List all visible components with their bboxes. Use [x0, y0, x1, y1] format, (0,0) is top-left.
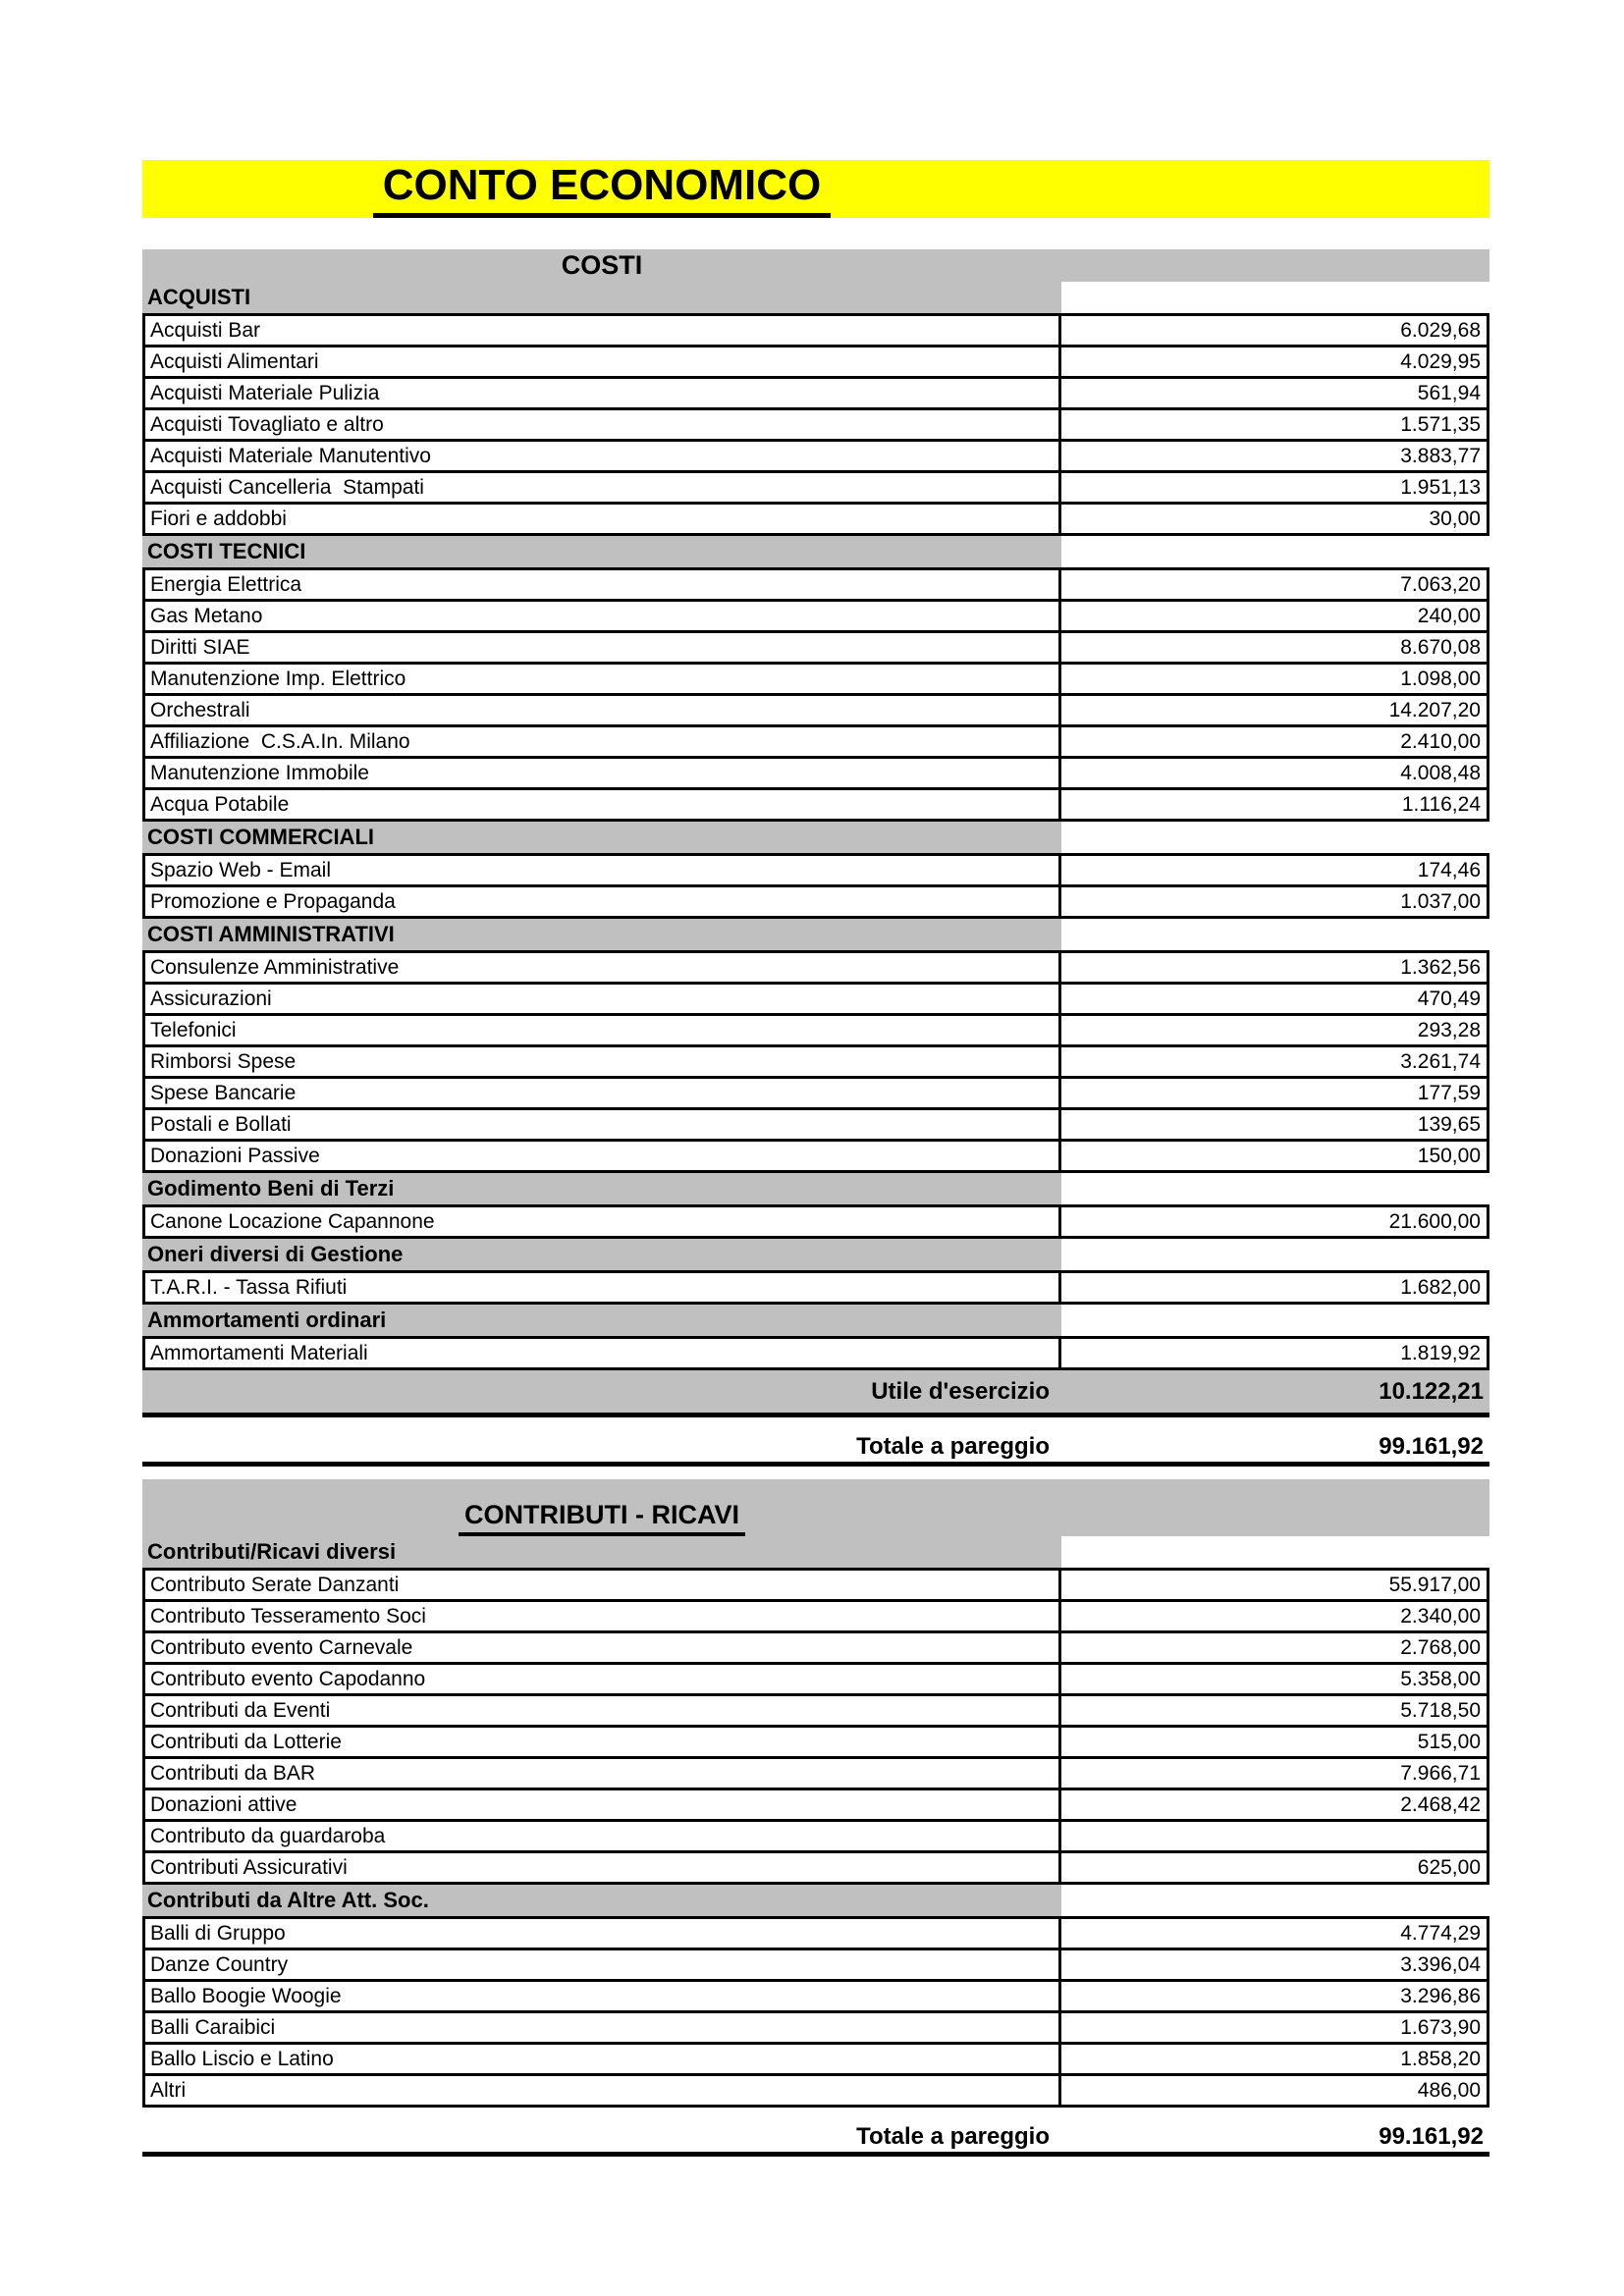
row-value: 1.858,20	[1400, 2047, 1481, 2070]
row-value: 293,28	[1417, 1018, 1481, 1041]
title-banner	[142, 160, 1489, 218]
row-value: 1.571,35	[1400, 412, 1481, 436]
row-value: 7.063,20	[1400, 572, 1481, 596]
row-label: Ballo Boogie Woogie	[145, 1982, 1061, 2010]
section-header-filler	[1061, 919, 1489, 950]
row-value	[1061, 1822, 1487, 1850]
row-value: 625,00	[1417, 1855, 1481, 1879]
row-value: 1.819,92	[1400, 1341, 1481, 1364]
row-label: Balli Caraibici	[145, 2013, 1061, 2042]
row-label: Acquisti Materiale Manutentivo	[145, 442, 1061, 470]
table-row	[142, 599, 1489, 633]
costs-table-header	[142, 249, 1489, 282]
row-label: Donazioni attive	[145, 1790, 1061, 1819]
row-value: 3.261,74	[1400, 1049, 1481, 1073]
row-value: 1.037,00	[1400, 889, 1481, 913]
row-value: 4.029,95	[1400, 349, 1481, 373]
row-label: Gas Metano	[145, 602, 1061, 630]
table-row	[142, 1630, 1489, 1665]
table-row	[142, 2073, 1489, 2108]
costs-balance-total-label: Totale a pareggio	[856, 1432, 1050, 1460]
section-header-label: Godimento Beni di Terzi	[142, 1173, 1061, 1204]
row-value: 486,00	[1417, 2078, 1481, 2102]
table-row	[142, 756, 1489, 790]
row-value: 174,46	[1417, 858, 1481, 881]
row-label: Telefonici	[145, 1016, 1061, 1044]
row-label: Contributo Serate Danzanti	[145, 1571, 1061, 1599]
section-header-label: Ammortamenti ordinari	[142, 1305, 1061, 1336]
table-row	[142, 470, 1489, 505]
section-header-label: ACQUISTI	[142, 282, 1061, 313]
row-label: Acquisti Bar	[145, 316, 1061, 345]
row-value: 3.296,86	[1400, 1984, 1481, 2007]
row-value: 14.207,20	[1388, 698, 1481, 721]
section-header-row	[142, 1173, 1489, 1204]
costs-balance-total-row	[142, 1431, 1489, 1467]
table-row	[142, 724, 1489, 759]
row-value: 2.768,00	[1400, 1635, 1481, 1659]
row-label: Contributo evento Carnevale	[145, 1633, 1061, 1662]
section-header-label: Contributi/Ricavi diversi	[142, 1536, 1061, 1568]
table-row	[142, 1788, 1489, 1822]
row-label: Postali e Bollati	[145, 1110, 1061, 1139]
row-value: 139,65	[1417, 1112, 1481, 1136]
table-row	[142, 2042, 1489, 2076]
row-label: Manutenzione Immobile	[145, 759, 1061, 787]
costs-balance-total-value: 99.161,92	[1379, 1432, 1484, 1460]
revenue-balance-total-label: Totale a pareggio	[856, 2122, 1050, 2150]
row-value: 150,00	[1417, 1144, 1481, 1167]
row-value: 6.029,68	[1400, 318, 1481, 342]
section-header-label: COSTI COMMERCIALI	[142, 822, 1061, 853]
row-value: 1.116,24	[1401, 792, 1481, 816]
revenue-table-header	[142, 1479, 1489, 1536]
table-row	[142, 950, 1489, 985]
section-header-label: COSTI TECNICI	[142, 536, 1061, 567]
net-income-label: Utile d'esercizio	[871, 1377, 1050, 1405]
row-label: Acquisti Materiale Pulizia	[145, 379, 1061, 407]
table-row	[142, 630, 1489, 665]
table-row	[142, 884, 1489, 919]
row-value: 5.718,50	[1400, 1698, 1481, 1722]
section-header-filler	[1061, 1536, 1489, 1568]
section-header-row	[142, 282, 1489, 313]
row-value: 21.600,00	[1388, 1209, 1481, 1233]
row-label: Orchestrali	[145, 696, 1061, 724]
table-row	[142, 502, 1489, 536]
table-row	[142, 439, 1489, 473]
row-value: 4.774,29	[1400, 1921, 1481, 1945]
revenue-balance-total-value: 99.161,92	[1379, 2122, 1484, 2150]
table-row	[142, 313, 1489, 347]
row-value: 2.340,00	[1400, 1604, 1481, 1628]
net-income-value: 10.122,21	[1379, 1377, 1484, 1405]
table-row	[142, 376, 1489, 410]
section-header-label: Oneri diversi di Gestione	[142, 1239, 1061, 1270]
section-header-filler	[1061, 282, 1489, 313]
row-label: Rimborsi Spese	[145, 1047, 1061, 1076]
table-row	[142, 1756, 1489, 1790]
row-label: Contributi Assicurativi	[145, 1853, 1061, 1882]
row-label: Contributi da Lotterie	[145, 1728, 1061, 1756]
row-label: T.A.R.I. - Tassa Rifiuti	[145, 1273, 1061, 1302]
table-row	[142, 853, 1489, 887]
table-row	[142, 787, 1489, 822]
row-label: Contributo da guardaroba	[145, 1822, 1061, 1850]
row-value: 177,59	[1417, 1081, 1481, 1104]
table-row	[142, 1819, 1489, 1853]
revenue-table	[142, 1479, 1489, 2157]
table-row	[142, 1107, 1489, 1142]
row-label: Manutenzione Imp. Elettrico	[145, 665, 1061, 693]
section-header-row	[142, 822, 1489, 853]
section-header-filler	[1061, 822, 1489, 853]
row-label: Ballo Liscio e Latino	[145, 2045, 1061, 2073]
section-header-row	[142, 1885, 1489, 1916]
section-header-filler	[1061, 1885, 1489, 1916]
row-label: Balli di Gruppo	[145, 1919, 1061, 1948]
table-row	[142, 1270, 1489, 1305]
table-row	[142, 2010, 1489, 2045]
section-header-row	[142, 536, 1489, 567]
row-label: Assicurazioni	[145, 985, 1061, 1013]
row-label: Contributi da Eventi	[145, 1696, 1061, 1725]
table-row	[142, 1044, 1489, 1079]
row-label: Acqua Potabile	[145, 790, 1061, 819]
row-value: 4.008,48	[1400, 761, 1481, 784]
table-row	[142, 567, 1489, 602]
row-label: Contributi da BAR	[145, 1759, 1061, 1788]
table-row	[142, 1599, 1489, 1633]
revenue-header-container	[142, 1500, 1061, 1536]
row-label: Energia Elettrica	[145, 570, 1061, 599]
row-label: Acquisti Tovagliato e altro	[145, 410, 1061, 439]
table-row	[142, 1916, 1489, 1950]
section-header-filler	[1061, 1305, 1489, 1336]
table-row	[142, 662, 1489, 696]
row-label: Altri	[145, 2076, 1061, 2105]
row-label: Contributo evento Capodanno	[145, 1665, 1061, 1693]
table-row	[142, 1850, 1489, 1885]
row-value: 8.670,08	[1400, 635, 1481, 659]
section-header-filler	[1061, 536, 1489, 567]
row-label: Donazioni Passive	[145, 1142, 1061, 1170]
row-value: 7.966,71	[1400, 1761, 1481, 1785]
table-row	[142, 1076, 1489, 1110]
row-label: Diritti SIAE	[145, 633, 1061, 662]
row-label: Promozione e Propaganda	[145, 887, 1061, 916]
row-value: 1.673,90	[1400, 2015, 1481, 2039]
section-header-filler	[1061, 1239, 1489, 1270]
table-row	[142, 1725, 1489, 1759]
page-title: CONTO ECONOMICO	[373, 161, 832, 218]
table-row	[142, 1979, 1489, 2013]
table-row	[142, 1693, 1489, 1728]
row-label: Canone Locazione Capannone	[145, 1207, 1061, 1236]
row-value: 3.396,04	[1400, 1952, 1481, 1976]
row-value: 1.682,00	[1400, 1275, 1481, 1299]
table-row	[142, 1662, 1489, 1696]
section-header-row	[142, 1305, 1489, 1336]
table-row	[142, 1568, 1489, 1602]
costs-table	[142, 249, 1489, 1467]
row-value: 2.410,00	[1400, 729, 1481, 753]
row-value: 561,94	[1417, 381, 1481, 404]
row-value: 470,49	[1417, 987, 1481, 1010]
revenue-header-label: CONTRIBUTI - RICAVI	[459, 1500, 745, 1536]
table-row	[142, 982, 1489, 1016]
section-header-filler	[1061, 1173, 1489, 1204]
row-label: Acquisti Alimentari	[145, 347, 1061, 376]
revenue-rows	[142, 1536, 1489, 2108]
row-label: Danze Country	[145, 1950, 1061, 1979]
row-value: 515,00	[1417, 1730, 1481, 1753]
table-row	[142, 1948, 1489, 1982]
revenue-balance-total-row	[142, 2121, 1489, 2157]
row-value: 1.098,00	[1400, 667, 1481, 690]
row-label: Fiori e addobbi	[145, 505, 1061, 533]
row-label: Spazio Web - Email	[145, 856, 1061, 884]
table-row	[142, 1204, 1489, 1239]
row-value: 1.951,13	[1400, 475, 1481, 499]
table-row	[142, 693, 1489, 727]
net-income-row	[142, 1370, 1489, 1417]
row-label: Ammortamenti Materiali	[145, 1339, 1061, 1367]
row-label: Affiliazione C.S.A.In. Milano	[145, 727, 1061, 756]
row-label: Consulenze Amministrative	[145, 953, 1061, 982]
row-label: Contributo Tesseramento Soci	[145, 1602, 1061, 1630]
report-content	[142, 0, 1489, 2157]
row-value: 2.468,42	[1400, 1792, 1481, 1816]
title-container	[142, 161, 1061, 218]
section-header-label: COSTI AMMINISTRATIVI	[142, 919, 1061, 950]
row-value: 240,00	[1417, 604, 1481, 627]
row-value: 30,00	[1429, 507, 1481, 530]
row-value: 3.883,77	[1400, 444, 1481, 467]
section-header-label: Contributi da Altre Att. Soc.	[142, 1885, 1061, 1916]
costs-header-label: COSTI	[561, 250, 643, 280]
section-header-row	[142, 1536, 1489, 1568]
row-value: 5.358,00	[1400, 1667, 1481, 1690]
table-row	[142, 345, 1489, 379]
row-value: 1.362,56	[1400, 955, 1481, 979]
section-header-row	[142, 1239, 1489, 1270]
row-value: 55.917,00	[1388, 1573, 1481, 1596]
section-header-row	[142, 919, 1489, 950]
table-row	[142, 1013, 1489, 1047]
table-row	[142, 1139, 1489, 1173]
row-label: Spese Bancarie	[145, 1079, 1061, 1107]
table-row	[142, 1336, 1489, 1370]
table-row	[142, 407, 1489, 442]
row-label: Acquisti Cancelleria Stampati	[145, 473, 1061, 502]
costs-header-container	[142, 250, 1061, 281]
costs-rows	[142, 282, 1489, 1370]
